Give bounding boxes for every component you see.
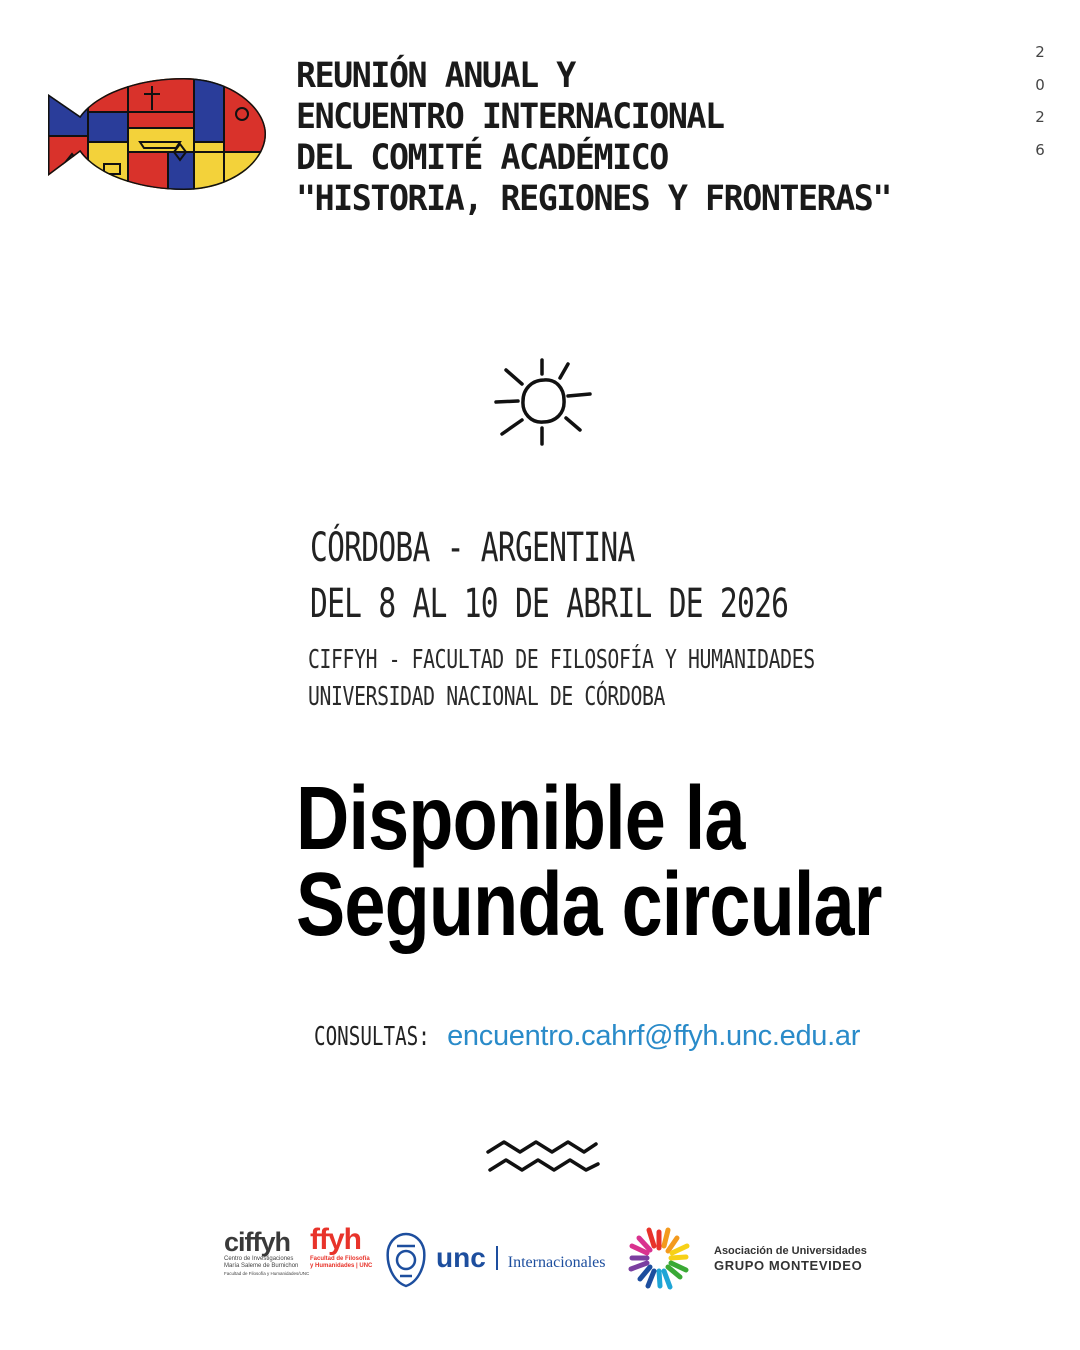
headline — [296, 769, 1056, 955]
year-digit: 2 — [1035, 43, 1045, 61]
institution-line-1: CIFFYH - FACULTAD DE FILOSOFÍA Y HUMANIDADES — [308, 645, 815, 675]
fish-logo-icon — [44, 72, 270, 198]
contact-email-link[interactable]: encuentro.cahrf@ffyh.unc.edu.ar — [447, 1020, 861, 1052]
sponsor-logos — [222, 1222, 872, 1298]
host-institution — [308, 642, 1008, 716]
augm-line-1: Asociación de Universidades — [714, 1245, 867, 1257]
unc-shield-icon — [384, 1230, 428, 1290]
institution-line-2: UNIVERSIDAD NACIONAL DE CÓRDOBA — [308, 682, 666, 712]
contact-row — [314, 1020, 1014, 1053]
ciffyh-subtitle-1: Centro de Investigaciones — [224, 1256, 294, 1262]
sun-icon — [492, 356, 596, 450]
ffyh-name: ffyh — [310, 1223, 361, 1256]
ciffyh-logo — [224, 1227, 310, 1277]
title-line-2: ENCUENTRO INTERNACIONAL — [296, 97, 724, 137]
ffyh-logo — [310, 1224, 380, 1270]
headline-line-2: Segunda circular — [296, 855, 882, 955]
title-line-3: DEL COMITÉ ACADÉMICO — [296, 138, 668, 178]
unc-name: unc — [436, 1242, 486, 1273]
unc-divider — [496, 1246, 498, 1270]
year-digit: 6 — [1035, 140, 1045, 159]
unc-suffix: Internacionales — [507, 1254, 606, 1271]
event-location: CÓRDOBA - ARGENTINA — [310, 525, 635, 571]
augm-star-icon — [624, 1224, 694, 1294]
unc-internacionales-logo — [436, 1242, 606, 1274]
contact-label: CONSULTAS: — [314, 1021, 430, 1052]
title-line-1: REUNIÓN ANUAL Y — [296, 56, 575, 96]
event-details — [310, 520, 950, 632]
title-line-4: "HISTORIA, REGIONES Y FRONTERAS" — [296, 179, 891, 219]
ciffyh-subtitle-3: Facultad de Filosofía y Humanidades/UNC — [224, 1271, 310, 1276]
headline-line-1: Disponible la — [296, 769, 745, 869]
vertical-year — [1030, 36, 1050, 166]
ffyh-subtitle-1: Facultad de Filosofía — [310, 1256, 370, 1262]
event-dates: DEL 8 AL 10 DE ABRIL DE 2026 — [310, 581, 789, 627]
year-digit: 2 — [1035, 108, 1045, 126]
augm-line-2: GRUPO MONTEVIDEO — [714, 1258, 863, 1273]
ciffyh-subtitle-2: María Saleme de Burnichon — [224, 1263, 299, 1269]
ciffyh-name: ciffyh — [224, 1227, 291, 1257]
event-title — [296, 56, 996, 220]
ffyh-subtitle-2: y Humanidades | UNC — [310, 1263, 373, 1269]
year-digit: 0 — [1035, 75, 1045, 94]
waves-icon — [484, 1134, 602, 1178]
augm-logo — [714, 1244, 867, 1274]
